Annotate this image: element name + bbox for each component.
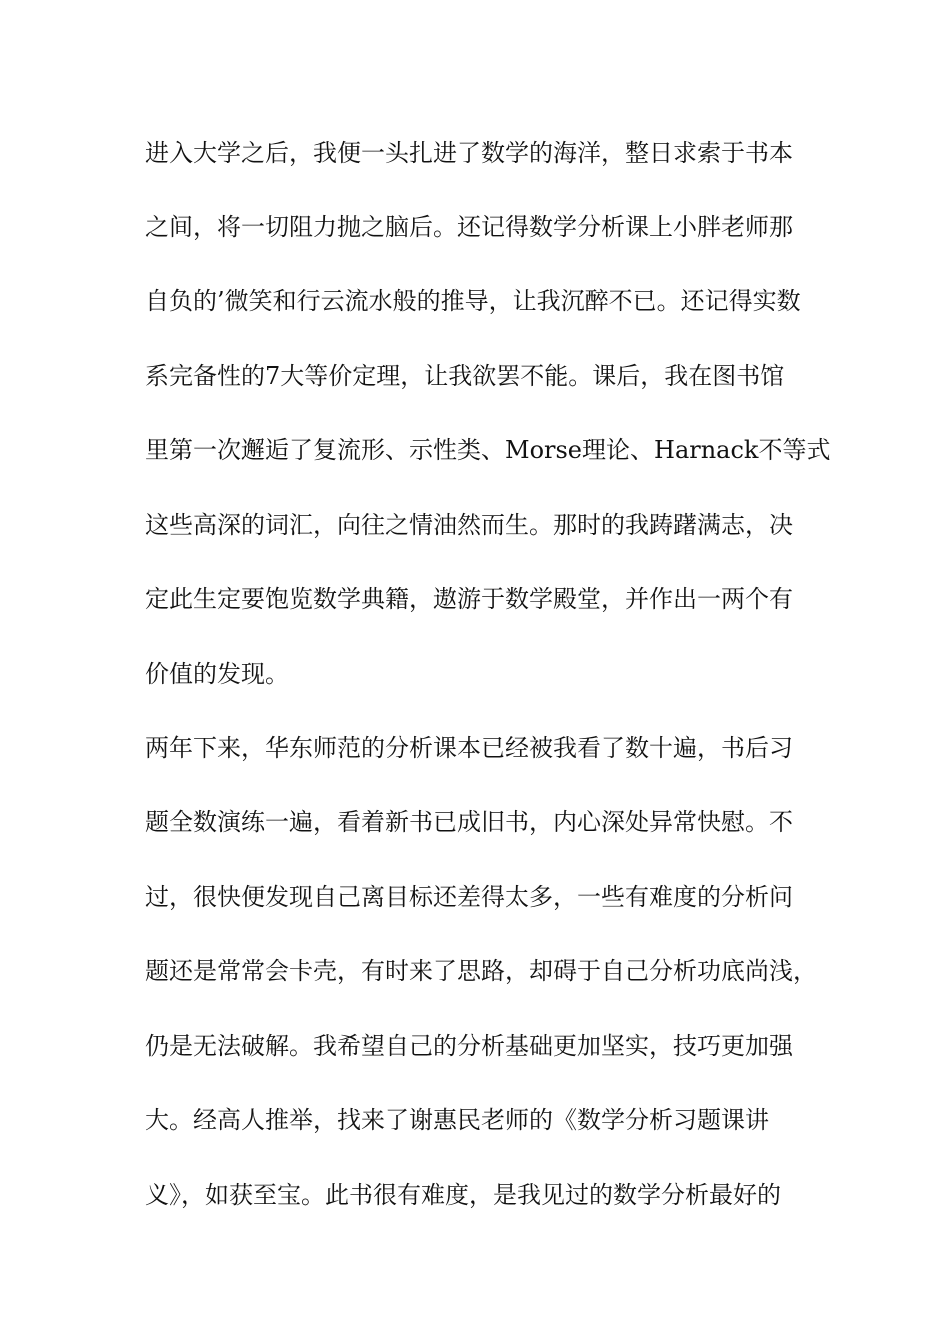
text-line: 两年下来，华东师范的分析课本已经被我看了数十遍，书后习 (145, 734, 793, 762)
text-line: 里第一次邂逅了复流形、示性类、Morse理论、Harnack不等式 (145, 436, 831, 464)
text-line: 大。经高人推举，找来了谢惠民老师的《数学分析习题课讲 (145, 1106, 769, 1134)
text-line: 仍是无法破解。我希望自己的分析基础更加坚实，技巧更加强 (145, 1032, 793, 1060)
text-line: 价值的发现。 (145, 660, 289, 688)
text-line: 过，很快便发现自己离目标还差得太多，一些有难度的分析问 (145, 883, 793, 911)
text-line: 题还是常常会卡壳，有时来了思路，却碍于自己分析功底尚浅， (145, 957, 817, 985)
text-line: 进入大学之后，我便一头扎进了数学的海洋，整日求索于书本 (145, 139, 793, 167)
text-line: 题全数演练一遍，看着新书已成旧书，内心深处异常快慰。不 (145, 808, 793, 836)
text-line: 系完备性的7大等价定理，让我欲罢不能。课后，我在图书馆 (145, 362, 785, 390)
text-line: 义》，如获至宝。此书很有难度，是我见过的数学分析最好的 (145, 1181, 781, 1209)
text-line: 这些高深的词汇，向往之情油然而生。那时的我踌躇满志，决 (145, 511, 793, 539)
text-line: 定此生定要饱览数学典籍，遨游于数学殿堂，并作出一两个有 (145, 585, 793, 613)
text-line: 自负的’微笑和行云流水般的推导，让我沉醉不已。还记得实数 (145, 287, 801, 315)
text-line: 之间，将一切阻力抛之脑后。还记得数学分析课上小胖老师那 (145, 213, 793, 241)
